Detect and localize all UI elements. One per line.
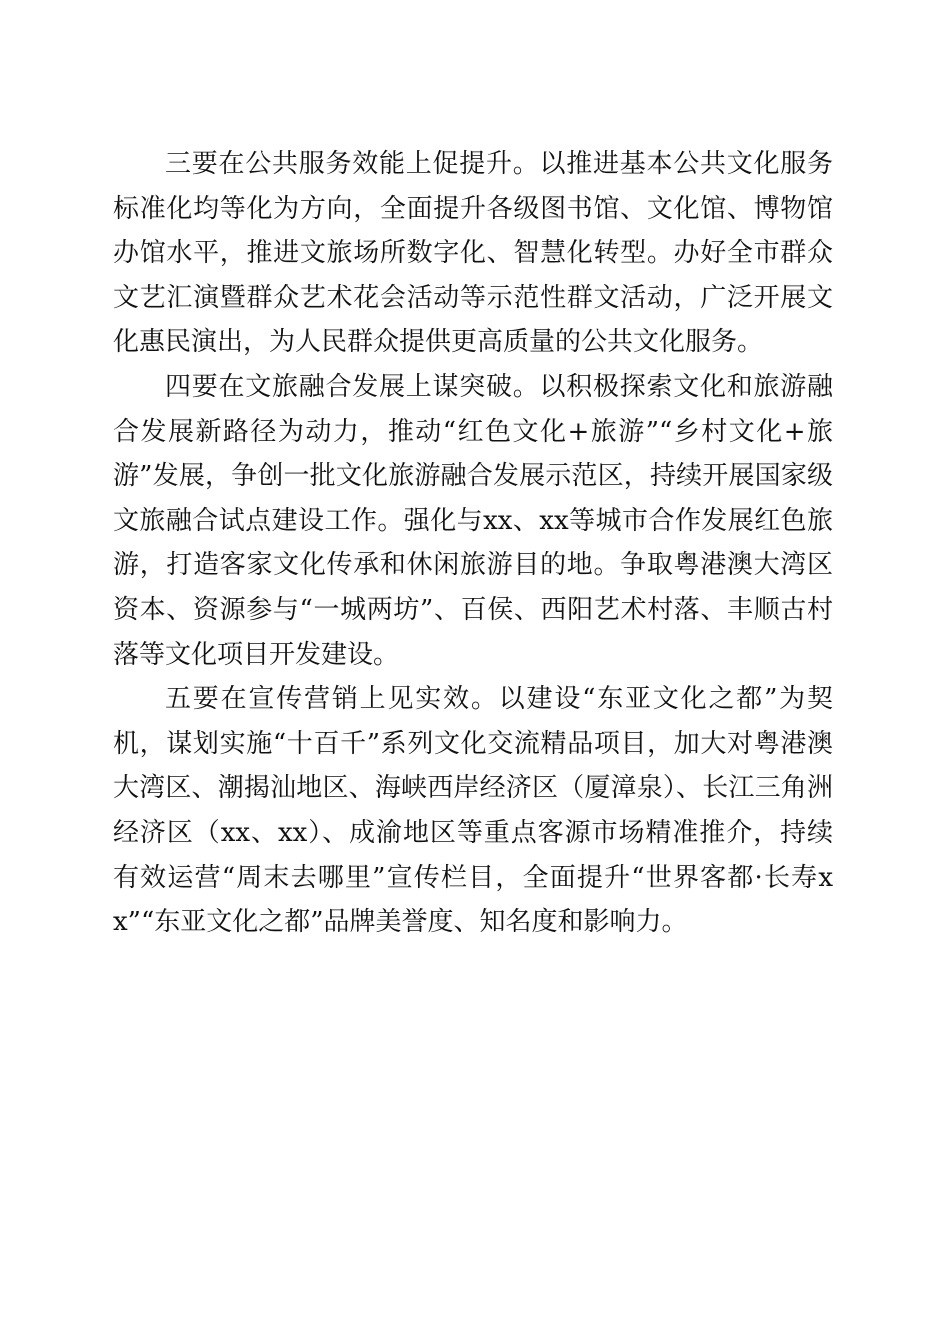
document-body: [113, 142, 833, 945]
paragraph-culture-tourism: 四要在文旅融合发展上谋突破。以积极探索文化和旅游融合发展新路径为动力，推动“红色文化+旅游”“乡村文化+旅游”发展，争创一批文化旅游融合发展示范区，持续开展国家级文旅融合试点建设工作。强化与xx、xx等城市合作发展红色旅游，打造客家文化传承和休闲旅游目的地。争取粤港澳大湾区资本、资源参与“一城两坊”、百侯、西阳艺术村落、丰顺古村落等文化项目开发建设。: [113, 371, 833, 670]
paragraph-publicity-marketing: 五要在宣传营销上见实效。以建设“东亚文化之都”为契机，谋划实施“十百千”系列文化交流精品项目，加大对粤港澳大湾区、潮揭汕地区、海峡西岸经济区（厦漳泉）、长江三角洲经济区（xx、xx）、成渝地区等重点客源市场精准推介，持续有效运营“周末去哪里”宣传栏目，全面提升“世界客都·长寿xx”“东亚文化之都”品牌美誉度、知名度和影响力。: [113, 684, 833, 938]
paragraph-public-service: 三要在公共服务效能上促提升。以推进基本公共文化服务标准化均等化为方向，全面提升各级图书馆、文化馆、博物馆办馆水平，推进文旅场所数字化、智慧化转型。办好全市群众文艺汇演暨群众艺术花会活动等示范性群文活动，广泛开展文化惠民演出，为人民群众提供更高质量的公共文化服务。: [113, 149, 833, 358]
